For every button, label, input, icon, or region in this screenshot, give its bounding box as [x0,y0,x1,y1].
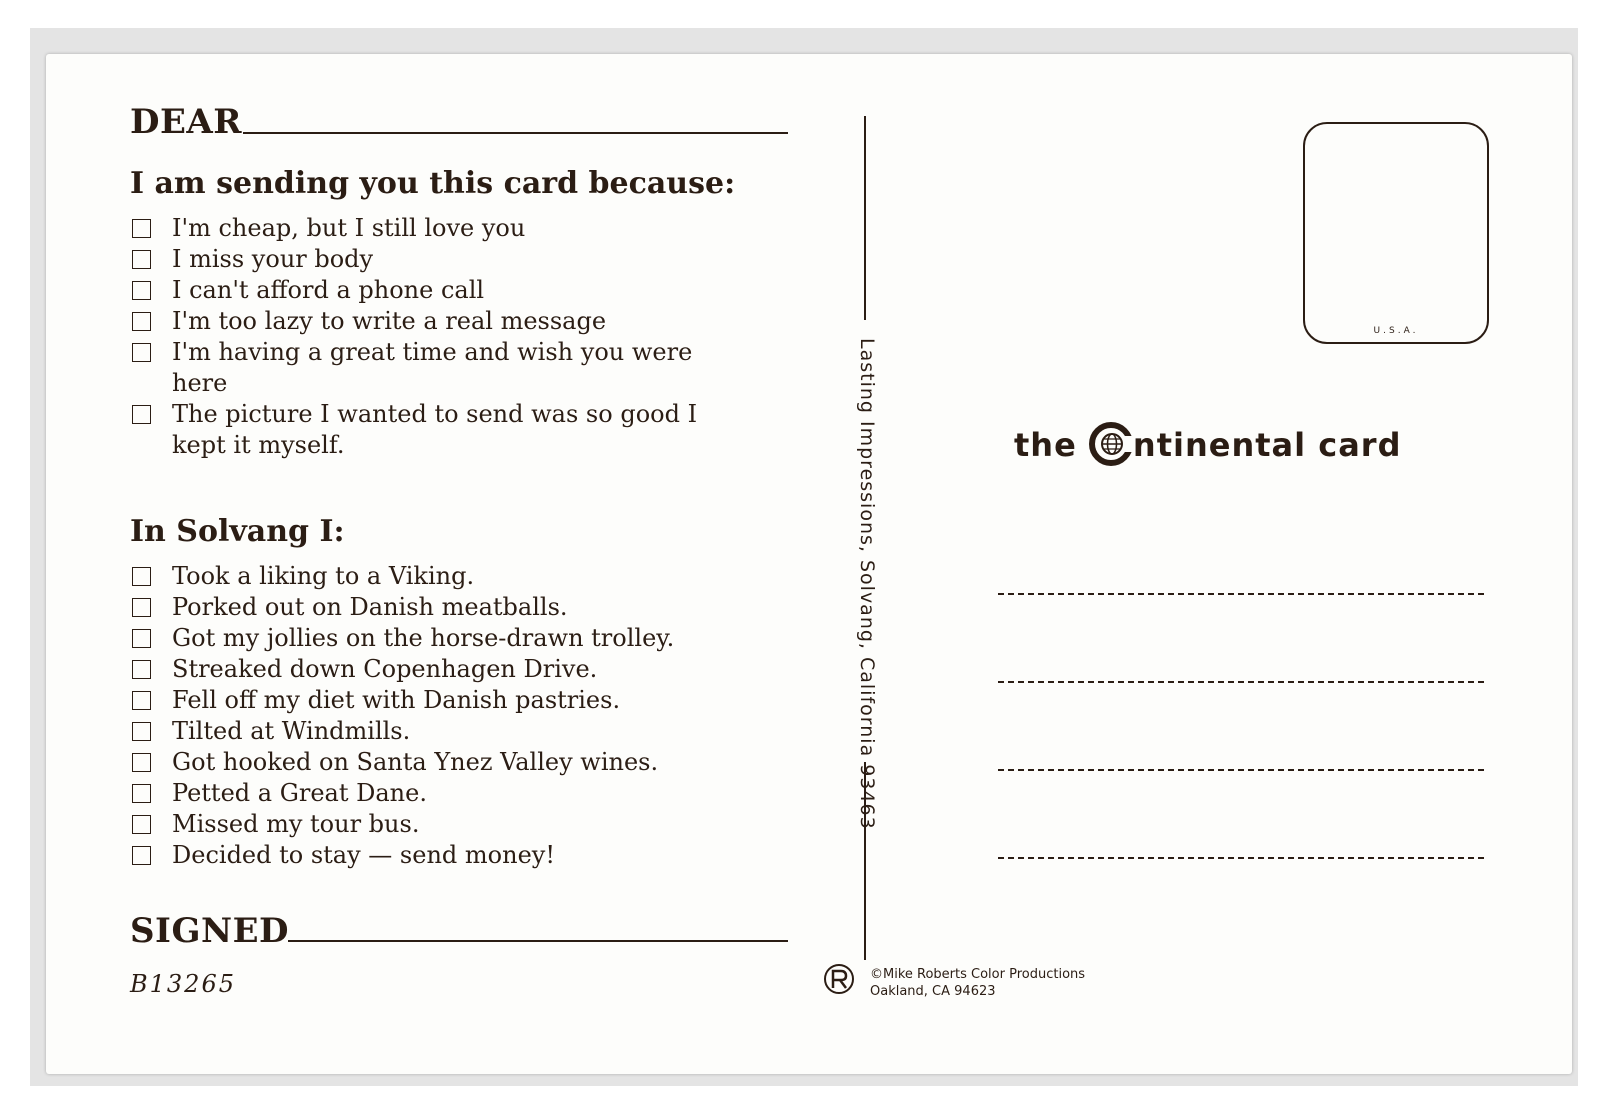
publisher-logo-icon [822,962,858,998]
solvang-heading: In Solvang I: [130,514,345,549]
checklist-item-label: Got my jollies on the horse-drawn trolley. [172,624,675,652]
address-line-1 [998,593,1484,595]
checkbox[interactable] [132,846,151,865]
checklist-item-label: Petted a Great Dane. [172,779,427,807]
checklist-item-label: Missed my tour bus. [172,810,420,838]
checkbox[interactable] [132,598,151,617]
address-line-2 [998,681,1484,683]
stamp-usa-label: U.S.A. [1373,326,1419,336]
checklist-item [132,778,752,809]
checklist-item-label: I'm cheap, but I still love you [172,214,526,242]
reasons-heading: I am sending you this card because: [130,166,736,201]
dear-label: DEAR [130,102,243,142]
checkbox[interactable] [132,691,151,710]
reasons-checklist [132,213,752,461]
publisher-line-2: Oakland, CA 94623 [870,984,996,999]
checklist-item [132,623,752,654]
brand-suffix: ntinental card [1132,426,1402,464]
checkbox[interactable] [132,343,151,362]
checklist-item-label: Got hooked on Santa Ynez Valley wines. [172,748,659,776]
checklist-item-label: I miss your body [172,245,374,273]
checklist-item [132,840,752,871]
vertical-credit: Lasting Impressions, Solvang, California 93463 [856,338,878,830]
checkbox[interactable] [132,312,151,331]
checklist-item [132,399,752,461]
checklist-item-label: Fell off my diet with Danish pastries. [172,686,621,714]
checkbox[interactable] [132,660,151,679]
signed-fill-line [288,940,788,942]
checklist-item-label: I'm having a great time and wish you were here [172,338,693,397]
stamp-box [1303,122,1489,344]
checklist-item [132,213,752,244]
checkbox[interactable] [132,567,151,586]
checkbox[interactable] [132,722,151,741]
checklist-item [132,809,752,840]
publisher-credit [870,966,1085,1000]
checklist-item [132,716,752,747]
brand-logo [1014,422,1401,466]
checkbox[interactable] [132,629,151,648]
checklist-item-label: Tilted at Windmills. [172,717,411,745]
globe-icon [1089,422,1133,466]
checkbox[interactable] [132,219,151,238]
checkbox[interactable] [132,753,151,772]
checkbox[interactable] [132,784,151,803]
signed-label: SIGNED [130,911,289,951]
brand-prefix: the [1014,426,1077,464]
checkbox[interactable] [132,815,151,834]
checklist-item [132,561,752,592]
divider-top [864,116,866,320]
checklist-item-label: Porked out on Danish meatballs. [172,593,568,621]
checklist-item-label: The picture I wanted to send was so good I kept it myself. [172,400,698,459]
checklist-item-label: Decided to stay — send money! [172,841,555,869]
dear-fill-line [243,132,788,134]
solvang-checklist [132,561,752,871]
checkbox[interactable] [132,281,151,300]
checklist-item-label: I can't afford a phone call [172,276,485,304]
checkbox[interactable] [132,250,151,269]
checklist-item [132,306,752,337]
address-line-3 [998,769,1484,771]
address-line-4 [998,857,1484,859]
checklist-item [132,275,752,306]
checklist-item [132,654,752,685]
checklist-item-label: Streaked down Copenhagen Drive. [172,655,598,683]
checklist-item [132,685,752,716]
checklist-item [132,337,752,399]
checklist-item [132,244,752,275]
checklist-item-label: Took a liking to a Viking. [172,562,475,590]
card-code: B13265 [130,970,236,998]
checklist-item [132,747,752,778]
checkbox[interactable] [132,405,151,424]
checklist-item [132,592,752,623]
checklist-item-label: I'm too lazy to write a real message [172,307,607,335]
publisher-line-1: ©Mike Roberts Color Productions [870,967,1086,982]
